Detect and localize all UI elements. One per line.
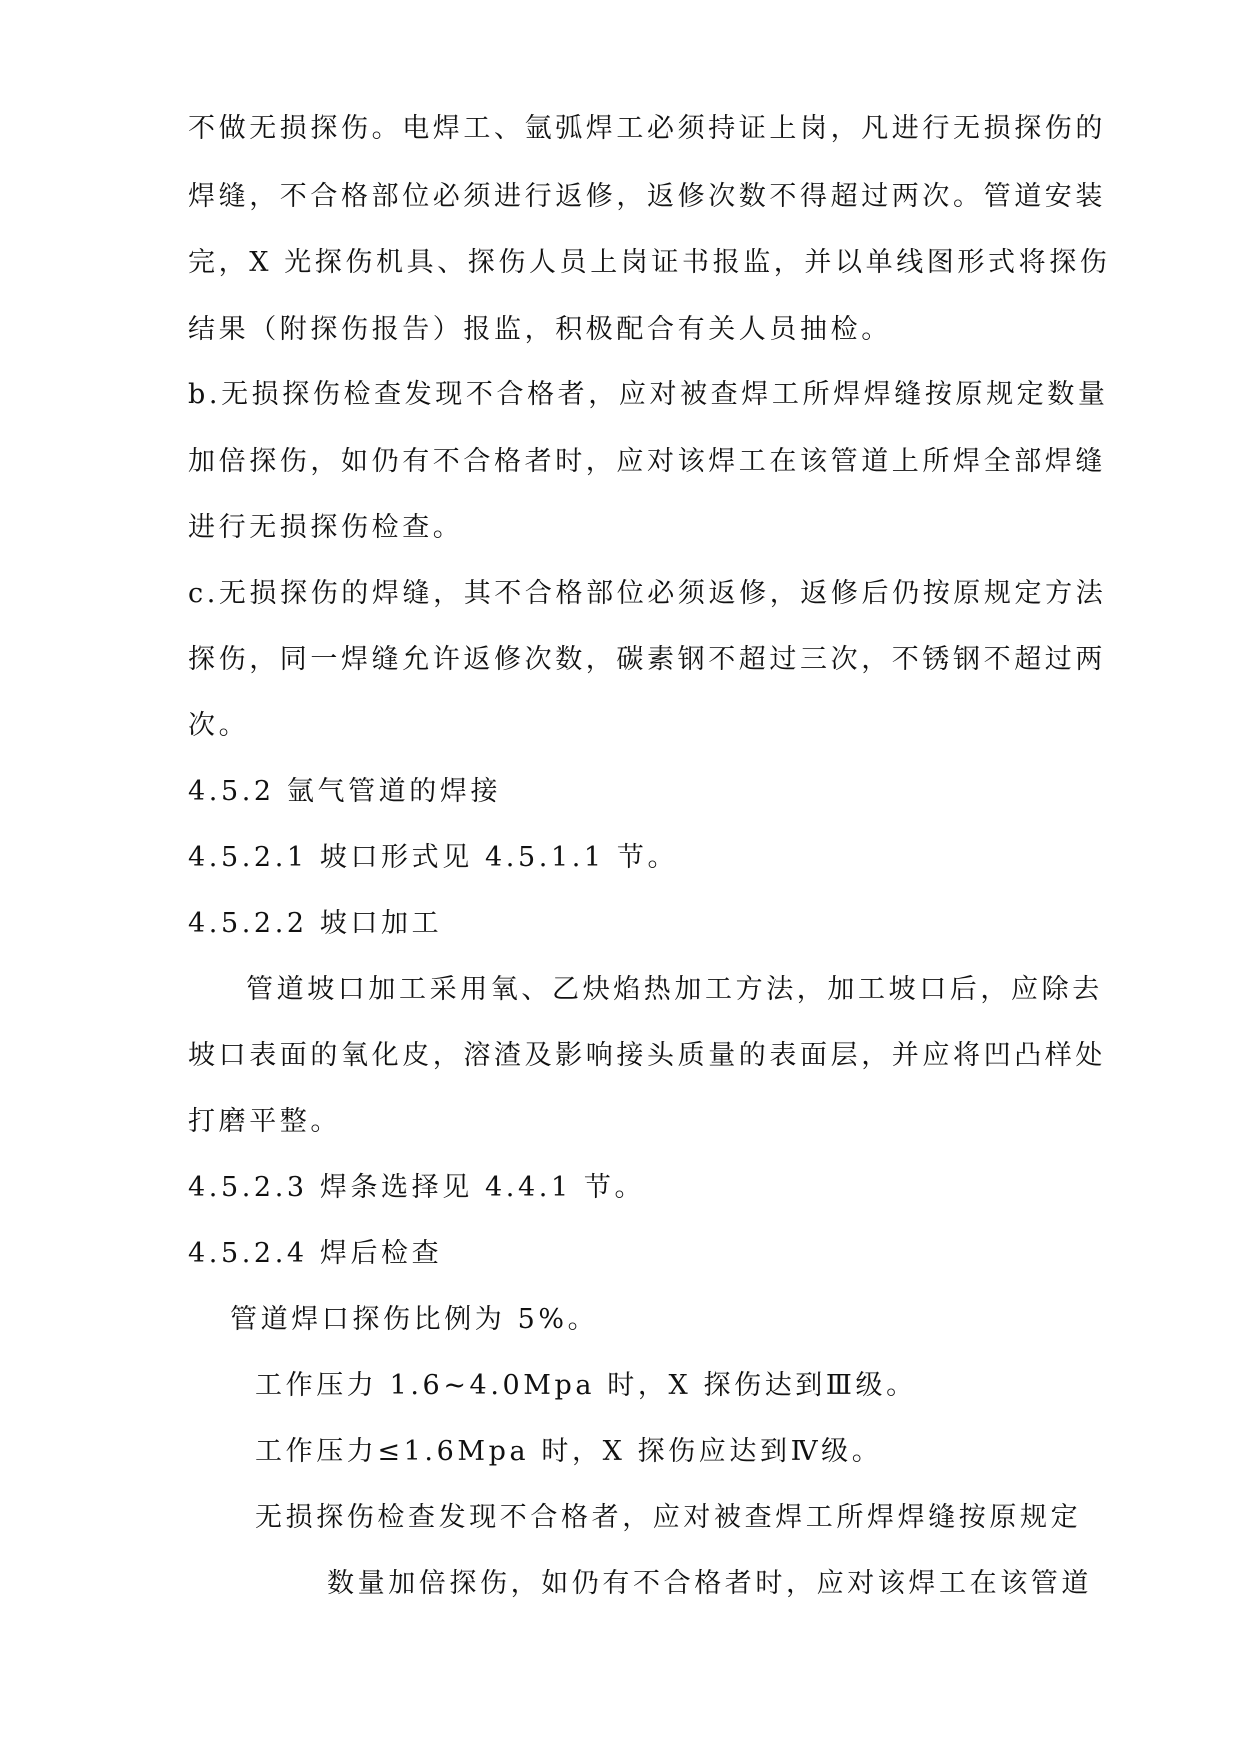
body-text-line: 坡口表面的氧化皮，溶渣及影响接头质量的表面层，并应将凹凸样处 [188, 1040, 1106, 1071]
body-text-line: 打磨平整。 [188, 1106, 341, 1137]
body-text-line: 管道焊口探伤比例为 5%。 [230, 1304, 599, 1335]
subsection-heading: 4.5.2.1 坡口形式见 4.5.1.1 节。 [188, 842, 679, 873]
body-text-line: 焊缝，不合格部位必须进行返修，返修次数不得超过两次。管道安装 [188, 181, 1106, 212]
body-text-line: 探伤，同一焊缝允许返修次数，碳素钢不超过三次，不锈钢不超过两 [188, 644, 1106, 675]
body-text-line: 次。 [188, 710, 250, 741]
body-text-line: 结果（附探伤报告）报监，积极配合有关人员抽检。 [188, 314, 892, 345]
body-text-line: 工作压力≤1.6Mpa 时，X 探伤应达到Ⅳ级。 [255, 1436, 883, 1467]
body-text-line: 无损探伤检查发现不合格者，应对被查焊工所焊焊缝按原规定 [255, 1502, 1082, 1533]
body-text-line: 工作压力 1.6~4.0Mpa 时，X 探伤达到Ⅲ级。 [255, 1370, 917, 1401]
body-text-line: 不做无损探伤。电焊工、氩弧焊工必须持证上岗，凡进行无损探伤的 [188, 113, 1106, 144]
body-text-line: 数量加倍探伤，如仍有不合格者时，应对该焊工在该管道 [327, 1568, 1092, 1599]
body-text-line: 完，X 光探伤机具、探伤人员上岗证书报监，并以单线图形式将探伤 [188, 247, 1111, 278]
subsection-heading: 4.5.2.4 焊后检查 [188, 1238, 443, 1269]
body-text-line: 进行无损探伤检查。 [188, 512, 464, 543]
subsection-heading: 4.5.2.3 焊条选择见 4.4.1 节。 [188, 1172, 646, 1203]
subsection-heading: 4.5.2.2 坡口加工 [188, 908, 443, 939]
body-text-line: 管道坡口加工采用氧、乙炔焰热加工方法，加工坡口后，应除去 [246, 974, 1103, 1005]
list-item-c: c.无损探伤的焊缝，其不合格部位必须返修，返修后仍按原规定方法 [188, 578, 1107, 609]
body-text-line: 加倍探伤，如仍有不合格者时，应对该焊工在该管道上所焊全部焊缝 [188, 446, 1106, 477]
list-item-b: b.无损探伤检查发现不合格者，应对被查焊工所焊焊缝按原规定数量 [188, 379, 1109, 410]
section-heading: 4.5.2 氩气管道的焊接 [188, 776, 502, 807]
